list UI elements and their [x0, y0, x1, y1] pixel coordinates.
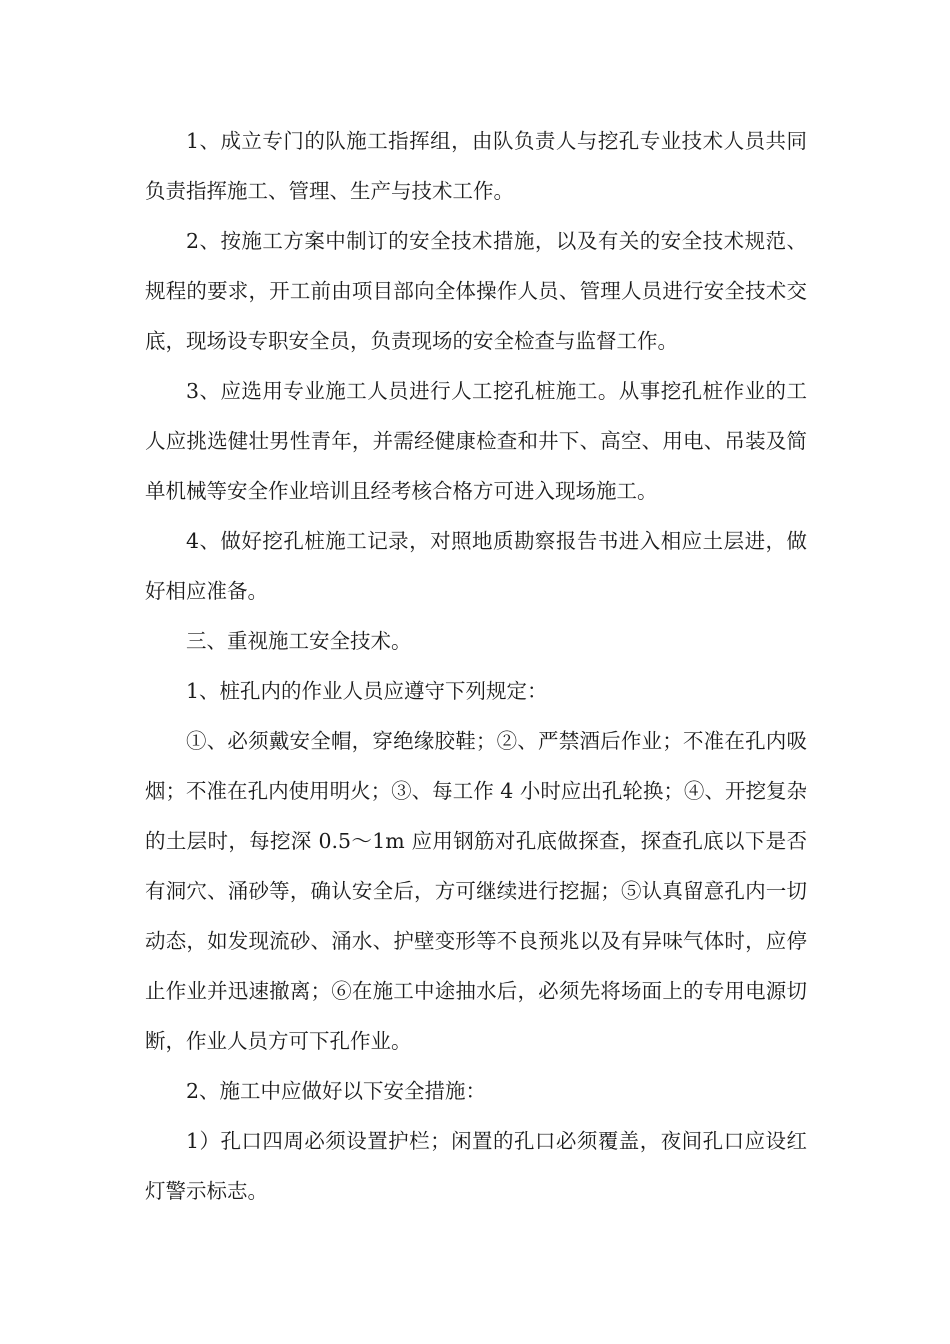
paragraph-team-setup: 1、成立专门的队施工指挥组，由队负责人与挖孔专业技术人员共同负责指挥施工、管理、生产与技术工作。 — [145, 129, 807, 203]
paragraph-safety-briefing: 2、按施工方案中制订的安全技术措施，以及有关的安全技术规范、规程的要求，开工前由项目部向全体操作人员、管理人员进行安全技术交底，现场设专职安全员，负责现场的安全检查与监督工作。 — [145, 229, 807, 353]
paragraph-personnel-selection: 3、应选用专业施工人员进行人工挖孔桩施工。从事挖孔桩作业的工人应挑选健壮男性青年，并需经健康检查和井下、高空、用电、吊装及简单机械等安全作业培训且经考核合格方可进入现场施工。 — [145, 379, 807, 503]
document-body — [145, 116, 807, 1216]
paragraph-worker-rules-heading: 1、桩孔内的作业人员应遵守下列规定： — [186, 679, 548, 703]
paragraph-construction-records: 4、做好挖孔桩施工记录，对照地质勘察报告书进入相应土层进，做好相应准备。 — [145, 529, 807, 603]
paragraph-guardrail-measure: 1）孔口四周必须设置护栏；闲置的孔口必须覆盖，夜间孔口应设红灯警示标志。 — [145, 1129, 807, 1203]
paragraph-safety-measures-heading: 2、施工中应做好以下安全措施： — [186, 1079, 487, 1103]
section-heading-safety-technology: 三、重视施工安全技术。 — [186, 629, 412, 653]
paragraph-worker-rules: ①、必须戴安全帽，穿绝缘胶鞋；②、严禁酒后作业；不准在孔内吸烟；不准在孔内使用明火；③、每工作 4 小时应出孔轮换；④、开挖复杂的土层时，每挖深 0.5～1m 应用钢筋对孔底做探查，探查孔底以下是否有洞穴、涌砂等，确认安全后，方可继续进行挖掘；⑤认真留意孔内一切动态，如发现流砂、涌水、护壁变形等不良预兆以及有异味气体时，应停止作业并迅速撤离；⑥在施工中途抽水后，必须先将场面上的专用电源切断，作业人员方可下孔作业。 — [145, 729, 807, 1053]
